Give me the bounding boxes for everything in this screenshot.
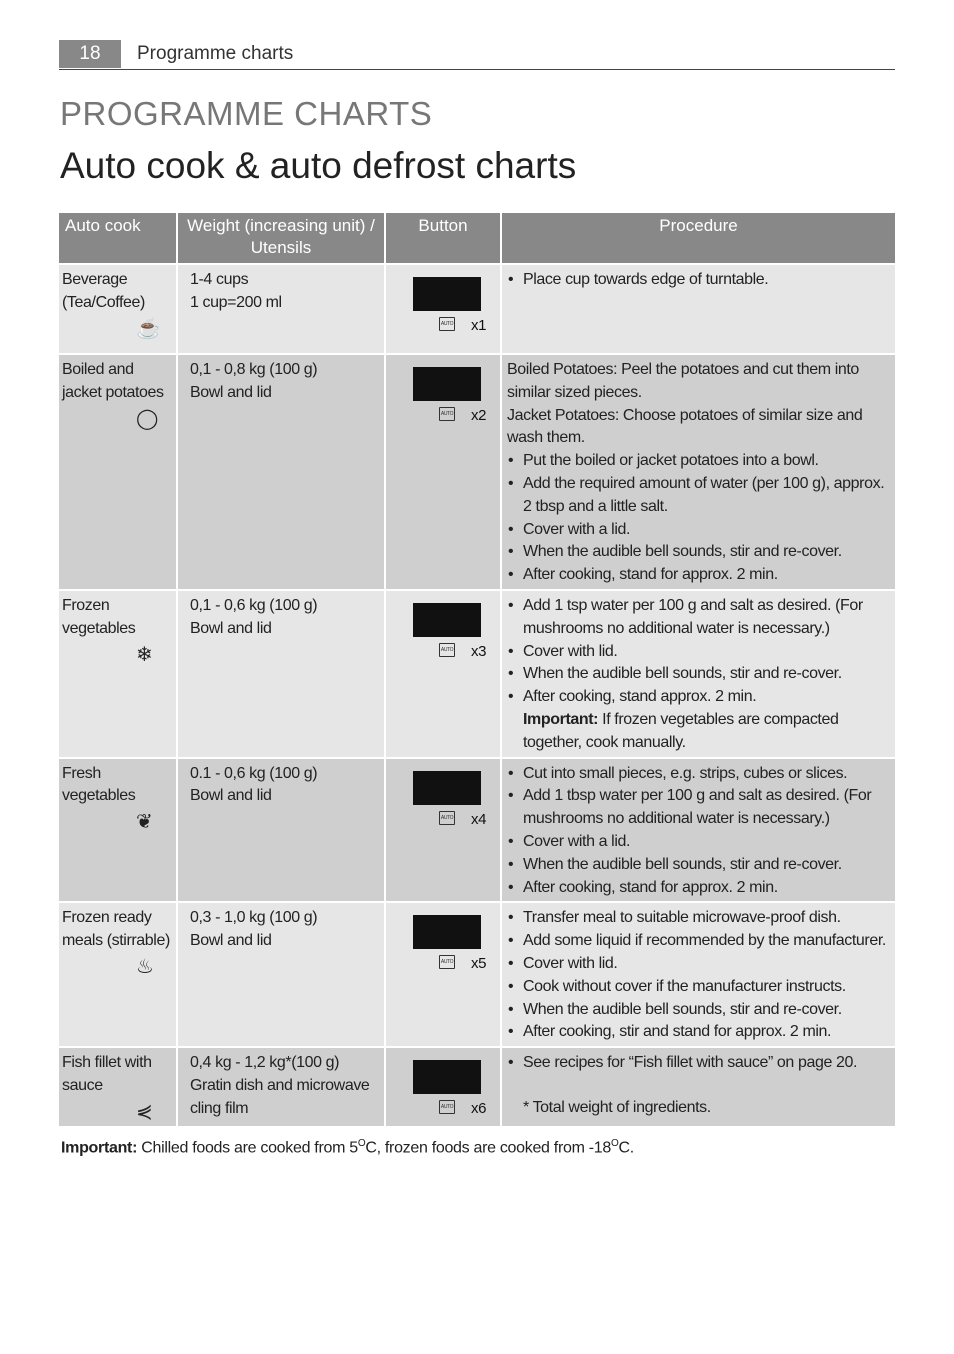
page-title: Auto cook & auto defrost charts — [60, 145, 577, 186]
button-cell — [386, 903, 500, 1046]
display-screen — [413, 915, 481, 949]
weight-line: 0,3 - 1,0 kg (100 g) — [190, 909, 318, 927]
important-text: If frozen vegetables are compacted together, cook manually. — [523, 710, 839, 751]
table-row — [59, 903, 895, 1046]
programme-name: Fresh vegetables — [62, 764, 136, 805]
procedure-cell — [502, 355, 895, 589]
procedure-step: • Add some liquid if recommended by the manufacturer. — [507, 930, 891, 953]
display-screen — [413, 603, 481, 637]
section-title: PROGRAMME CHARTS — [60, 95, 433, 132]
button-diagram — [389, 595, 497, 665]
auto-button-icon: AUTO — [439, 407, 455, 421]
button-cell — [386, 265, 500, 353]
procedure-step: • When the audible bell sounds, stir and re-cover. — [507, 854, 891, 877]
weight-cell — [178, 591, 384, 757]
programme-name-cell — [59, 1048, 176, 1126]
procedure-text: Jacket Potatoes: Choose potatoes of similar size and wash them. — [507, 406, 863, 447]
button-diagram — [389, 763, 497, 833]
procedure-list — [507, 595, 891, 755]
procedure-step: • Cover with lid. — [507, 641, 891, 664]
procedure-list — [507, 359, 891, 587]
display-screen — [413, 771, 481, 805]
procedure-cell — [502, 591, 895, 757]
procedure-step: • After cooking, stand for approx. 2 min. — [507, 564, 891, 587]
procedure-text: Boiled Potatoes: Peel the potatoes and cut them into similar sized pieces. — [507, 361, 859, 401]
programme-name: Fish fillet with sauce — [62, 1054, 152, 1094]
header-button: Button — [386, 213, 500, 263]
weight-cell — [178, 1048, 384, 1126]
important-note — [61, 1138, 634, 1157]
procedure-step: • Put the boiled or jacket potatoes into a bowl. — [507, 450, 891, 473]
degree-sup-1: O — [357, 1138, 366, 1149]
button-diagram — [389, 269, 497, 339]
display-screen — [413, 277, 481, 311]
procedure-step: • Cover with lid. — [507, 953, 891, 976]
important-label: Important: — [523, 710, 599, 728]
weight-line: 0,1 - 0,6 kg (100 g) — [190, 596, 318, 614]
table-row — [59, 355, 895, 589]
weight-line: 0,1 - 0,8 kg (100 g) — [190, 361, 318, 378]
table-row — [59, 591, 895, 757]
procedure-cell — [502, 759, 895, 902]
table-row — [59, 1048, 895, 1126]
programme-name-cell — [59, 903, 176, 1046]
weight-line: 1-4 cups — [190, 271, 249, 288]
programme-name: Frozen ready meals (stirrable) — [62, 909, 170, 950]
display-screen — [413, 1060, 481, 1094]
press-count: x2 — [471, 407, 487, 424]
display-screen — [413, 367, 481, 401]
procedure-step: • After cooking, stir and stand for approx. 2 min. — [507, 1021, 891, 1044]
auto-button-icon: AUTO — [439, 643, 455, 657]
programme-name-cell — [59, 265, 176, 353]
degree-sup-2: O — [610, 1138, 619, 1149]
procedure-step: • Add the required amount of water (per 100 g), approx. 2 tbsp and a little salt. — [507, 473, 891, 519]
procedure-list — [507, 1052, 891, 1120]
auto-button-icon: AUTO — [439, 955, 455, 969]
procedure-step: • Cut into small pieces, e.g. strips, cubes or slices. — [507, 763, 891, 786]
procedure-step: • After cooking, stand for approx. 2 min. — [507, 877, 891, 900]
procedure-step: • Cook without cover if the manufacturer instructs. — [507, 976, 891, 999]
button-cell — [386, 355, 500, 589]
button-cell — [386, 1048, 500, 1126]
button-diagram — [389, 907, 497, 977]
procedure-cell — [502, 903, 895, 1046]
procedure-step: • Place cup towards edge of turntable. — [507, 269, 891, 292]
press-count: x4 — [471, 810, 487, 828]
important-note-item — [507, 709, 891, 755]
weight-line: 1 cup=200 ml — [190, 293, 282, 311]
procedure-step: • Cover with a lid. — [507, 519, 891, 542]
press-count: x3 — [471, 642, 487, 660]
programme-name-cell — [59, 759, 176, 902]
frozen-vegetables-icon: ❄ — [136, 643, 153, 666]
table-row — [59, 265, 895, 353]
table-row — [59, 759, 895, 902]
running-title: Programme charts — [137, 43, 294, 64]
programme-name-cell — [59, 591, 176, 757]
page-number: 18 — [59, 40, 121, 68]
note-text-2: C, frozen foods are cooked from -18 — [365, 1139, 611, 1157]
important-label: Important: — [61, 1139, 138, 1157]
weight-cell — [178, 355, 384, 589]
weight-line: Bowl and lid — [190, 383, 272, 401]
button-cell — [386, 759, 500, 902]
programme-name: Boiled and jacket potatoes — [62, 361, 164, 401]
procedure-step: • When the audible bell sounds, stir and re-cover. — [507, 999, 891, 1022]
header-procedure: Procedure — [502, 213, 895, 263]
page-header — [59, 40, 895, 70]
press-count: x5 — [471, 955, 487, 973]
footnote: * Total weight of ingredients. — [523, 1098, 711, 1116]
procedure-list — [507, 763, 891, 900]
weight-cell — [178, 759, 384, 902]
button-cell — [386, 591, 500, 757]
procedure-step: • See recipes for “Fish fillet with sauce” on page 20. — [507, 1052, 891, 1075]
auto-button-icon: AUTO — [439, 317, 455, 331]
button-diagram — [389, 359, 497, 429]
press-count: x6 — [471, 1100, 487, 1118]
procedure-step: • Add 1 tsp water per 100 g and salt as desired. (For mushrooms no additional water is necessary.) — [507, 595, 891, 641]
programme-name-cell — [59, 355, 176, 589]
note-text-3: C. — [618, 1139, 634, 1157]
weight-cell — [178, 265, 384, 353]
note-text-1: Chilled foods are cooked from 5 — [137, 1139, 358, 1157]
programme-name: Frozen vegetables — [62, 596, 136, 637]
procedure-step: • Cover with a lid. — [507, 831, 891, 854]
fish-icon: ⋞ — [136, 1100, 153, 1123]
weight-line: Bowl and lid — [190, 619, 272, 637]
potato-icon: ◯ — [136, 407, 158, 430]
procedure-list — [507, 269, 891, 292]
header-auto-cook: Auto cook — [59, 213, 176, 263]
procedure-cell — [502, 265, 895, 353]
weight-line: Bowl and lid — [190, 787, 272, 805]
auto-button-icon: AUTO — [439, 811, 455, 825]
auto-button-icon: AUTO — [439, 1100, 455, 1114]
procedure-cell — [502, 1048, 895, 1126]
procedure-step: • When the audible bell sounds, stir and re-cover. — [507, 663, 891, 686]
weight-line: 0,4 kg - 1,2 kg*(100 g) — [190, 1054, 340, 1072]
table-header-row — [59, 213, 895, 263]
beverage-icon: ☕ — [136, 317, 161, 340]
fresh-vegetables-icon: ❦ — [136, 811, 153, 834]
programme-name: Beverage (Tea/Coffee) — [62, 271, 145, 311]
button-diagram — [389, 1052, 497, 1122]
ready-meal-icon: ♨ — [136, 955, 154, 978]
programme-chart-table — [57, 211, 897, 1128]
procedure-step: • When the audible bell sounds, stir and re-cover. — [507, 541, 891, 564]
weight-cell — [178, 903, 384, 1046]
weight-line: Gratin dish and microwave cling film — [190, 1076, 370, 1117]
procedure-step: • Add 1 tbsp water per 100 g and salt as desired. (For mushrooms no additional water is necessary.) — [507, 785, 891, 831]
weight-line: Bowl and lid — [190, 932, 272, 950]
weight-line: 0.1 - 0,6 kg (100 g) — [190, 764, 318, 782]
procedure-list — [507, 907, 891, 1044]
procedure-step: • Transfer meal to suitable microwave-proof dish. — [507, 907, 891, 930]
header-weight: Weight (increasing unit) / Utensils — [178, 213, 384, 263]
procedure-step: • After cooking, stand approx. 2 min. — [507, 686, 891, 709]
press-count: x1 — [471, 317, 487, 334]
